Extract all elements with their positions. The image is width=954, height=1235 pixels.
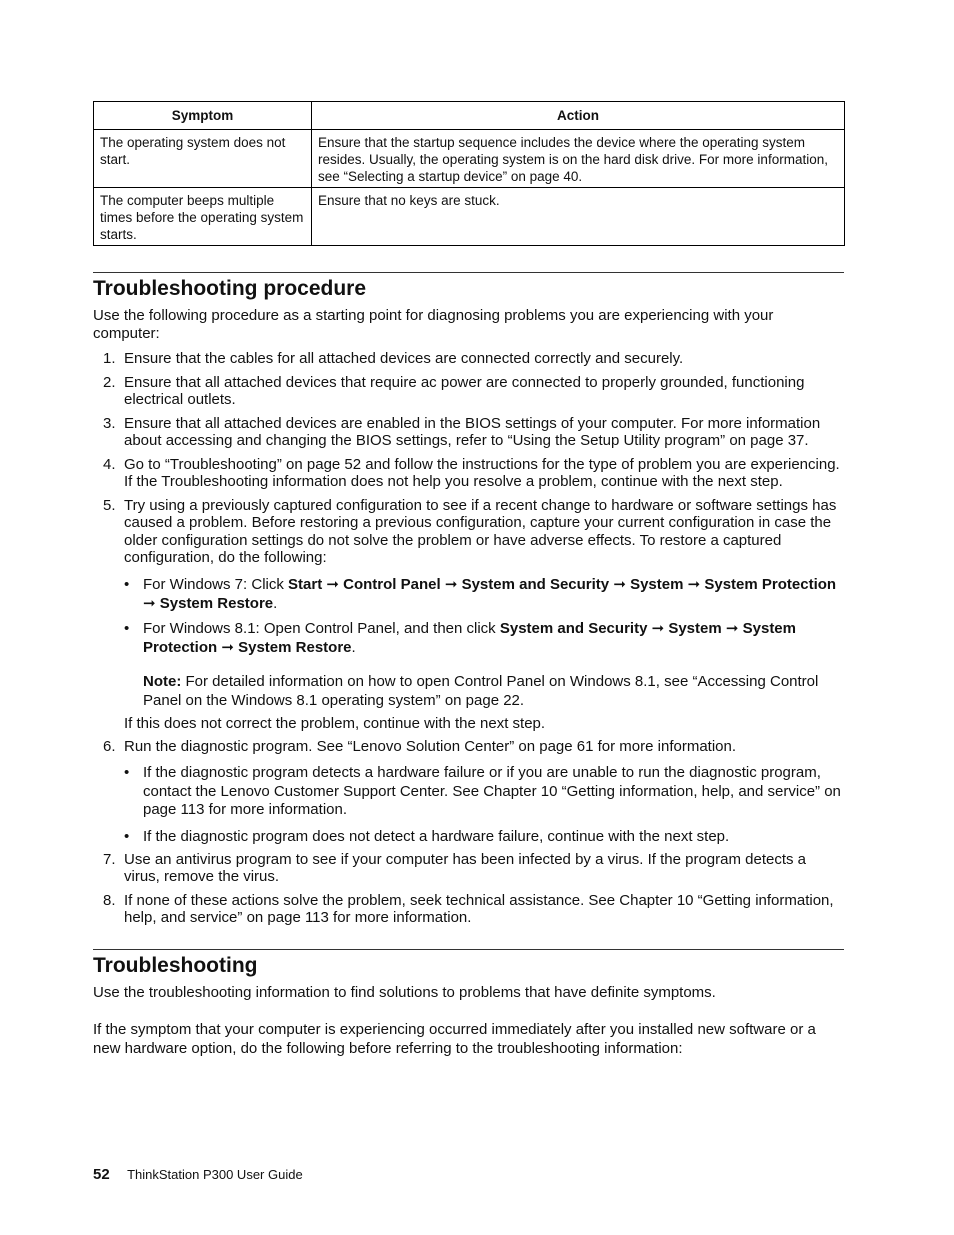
- section-divider: [93, 949, 844, 950]
- arrow-icon: ➞: [143, 594, 156, 612]
- bullet-text: If the diagnostic program detects a hardware failure or if you are unable to run the diagnostic program, contact the Lenovo Customer Support Center. See Chapter 10 “Getting information, help, and service” on page 113 for more information.: [143, 764, 841, 818]
- bullet-text: If the diagnostic program does not detect a hardware failure, continue with the next step.: [143, 827, 730, 845]
- sentence-end: .: [273, 594, 278, 612]
- bullet-glyph: •: [124, 619, 130, 637]
- action-cell: Ensure that the startup sequence includes the device where the operating system resides. Usually, the operating system is on the hard disk drive. For more information, see “Selecting a startup device” on page 40.: [312, 130, 845, 188]
- table-row: [94, 188, 845, 246]
- list-item: [93, 415, 844, 450]
- step-number: 1.: [103, 350, 116, 367]
- guide-title: ThinkStation P300 User Guide: [127, 1167, 303, 1182]
- procedure-steps: [93, 350, 844, 927]
- step-number: 3.: [103, 414, 116, 432]
- menu-path-system: System: [668, 619, 722, 637]
- menu-path-control-panel: Control Panel: [343, 575, 441, 593]
- step-number: 7.: [103, 850, 116, 868]
- win7-prefix: For Windows 7: Click: [143, 575, 289, 593]
- step5-followup: If this does not correct the problem, continue with the next step.: [124, 714, 546, 732]
- symptom-action-table: [93, 101, 845, 246]
- note-text: For detailed information on how to open Control Panel on Windows 8.1, see “Accessing Control Panel on the Windows 8.1 operating system” on page 22.: [143, 672, 819, 709]
- step-text: Ensure that all attached devices are enabled in the BIOS settings of your computer. For more information about accessing and changing the BIOS settings, refer to “Using the Setup Utility program” on page 37.: [124, 414, 821, 449]
- win81-prefix: For Windows 8.1: Open Control Panel, and then click: [143, 619, 500, 637]
- menu-path-system-and-security: System and Security: [461, 575, 610, 593]
- section-title-troubleshooting: Troubleshooting: [93, 953, 258, 977]
- list-item: [93, 851, 844, 886]
- menu-path-system-restore: System Restore: [238, 638, 352, 656]
- step-number: 5.: [103, 496, 116, 514]
- arrow-icon: ➞: [651, 619, 665, 637]
- arrow-icon: ➞: [687, 575, 701, 593]
- symptom-cell: The operating system does not start.: [94, 130, 312, 188]
- page-footer: [93, 1166, 303, 1184]
- menu-path-system-restore: System Restore: [159, 594, 274, 612]
- step-text: Run the diagnostic program. See “Lenovo Solution Center” on page 61 for more information.: [124, 737, 737, 755]
- symptom-cell: The computer beeps multiple times before the operating system starts.: [94, 188, 312, 246]
- menu-path-system-protection: System Protection: [704, 575, 837, 593]
- menu-path-start: Start: [288, 575, 323, 593]
- arrow-icon: ➞: [326, 575, 339, 593]
- step-number: 4.: [103, 455, 116, 473]
- action-cell: Ensure that no keys are stuck.: [312, 188, 845, 246]
- troubleshooting-para-1: Use the troubleshooting information to find solutions to problems that have definite symptoms.: [93, 983, 716, 1001]
- list-item: [93, 497, 844, 733]
- step-text: Try using a previously captured configuration to see if a recent change to hardware or software settings has caused a problem. Before restoring a previous configuration, capture your current configuration in case the older configuration settings do not solve the problem or have adverse effects. To restore a captured configuration, do the following:: [124, 496, 837, 566]
- menu-path-system: System: [630, 575, 684, 593]
- step5-bullets: [124, 575, 844, 710]
- list-item: [124, 575, 844, 613]
- list-item: [93, 738, 844, 846]
- list-item: [93, 350, 844, 368]
- note-label: Note:: [143, 672, 182, 690]
- arrow-icon: ➞: [444, 575, 458, 593]
- table-row: [94, 130, 845, 188]
- step-text: If none of these actions solve the problem, seek technical assistance. See Chapter 10 “Getting information, help, and service” on page 113 for more information.: [124, 891, 834, 926]
- step6-bullets: [124, 764, 844, 846]
- list-item: [93, 456, 844, 491]
- bullet-glyph: •: [124, 827, 130, 845]
- page-body: [93, 101, 844, 1058]
- bullet-glyph: •: [124, 575, 130, 593]
- page-number: 52: [93, 1166, 110, 1183]
- step-number: 8.: [103, 891, 116, 909]
- step-number: 6.: [103, 737, 116, 755]
- list-item: [93, 892, 844, 927]
- bullet-glyph: •: [124, 764, 130, 781]
- step-text: Ensure that all attached devices that require ac power are connected to properly grounded, functioning electrical outlets.: [124, 373, 805, 408]
- step-text: Go to “Troubleshooting” on page 52 and follow the instructions for the type of problem you are experiencing. If the Troubleshooting information does not help you resolve a problem, continue with the next step.: [124, 455, 840, 490]
- menu-path-system-protection: System Protection: [143, 619, 796, 656]
- list-item: [124, 619, 844, 710]
- section-divider: [93, 272, 844, 273]
- arrow-icon: ➞: [221, 638, 234, 656]
- note-paragraph: [143, 672, 844, 710]
- menu-path-system-and-security: System and Security: [499, 619, 648, 637]
- list-item: [124, 827, 844, 846]
- list-item: [124, 764, 844, 820]
- sentence-end: .: [351, 638, 356, 656]
- step-text: Ensure that the cables for all attached devices are connected correctly and securely.: [124, 350, 684, 367]
- list-item: [93, 374, 844, 409]
- troubleshooting-para-2: If the symptom that your computer is experiencing occurred immediately after you installed new software or a new hardware option, do the following before referring to the troubleshooting information:: [93, 1020, 816, 1057]
- procedure-intro: Use the following procedure as a starting point for diagnosing problems you are experiencing with your computer:: [93, 307, 774, 342]
- table-header-row: [94, 102, 845, 130]
- column-header-action: Action: [312, 102, 845, 130]
- arrow-icon: ➞: [613, 575, 626, 593]
- arrow-icon: ➞: [725, 619, 739, 637]
- step-number: 2.: [103, 373, 116, 391]
- section-title-procedure: Troubleshooting procedure: [93, 277, 367, 300]
- column-header-symptom: Symptom: [94, 102, 312, 130]
- step-text: Use an antivirus program to see if your computer has been infected by a virus. If the program detects a virus, remove the virus.: [124, 850, 807, 885]
